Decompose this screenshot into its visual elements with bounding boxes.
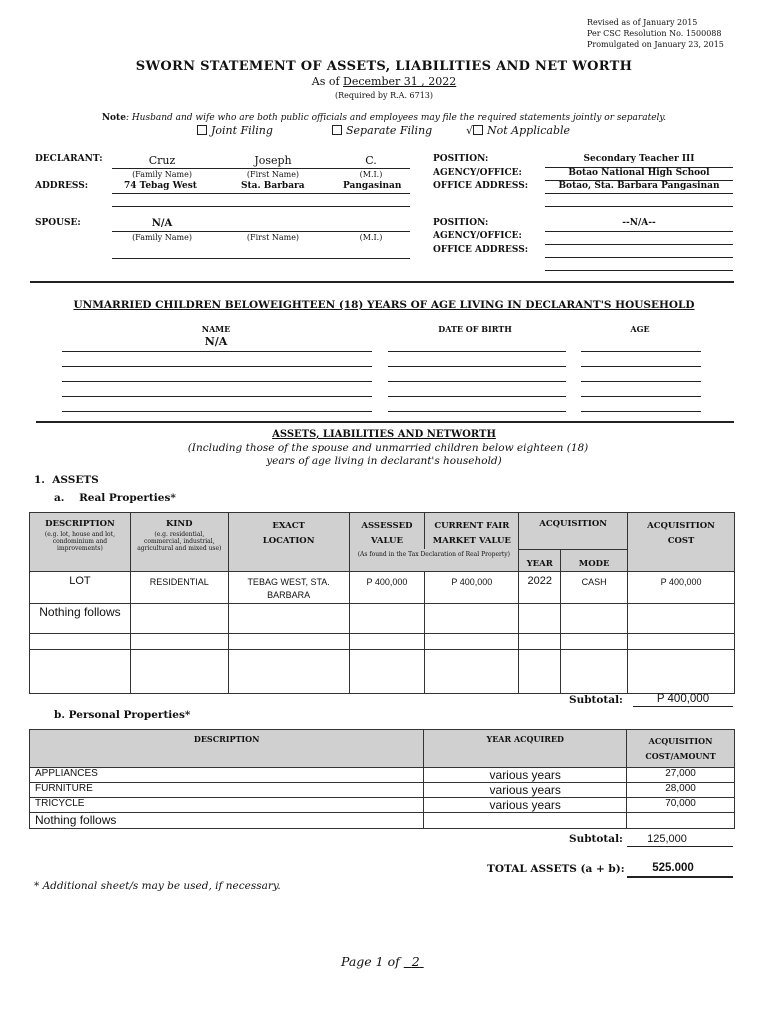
real-header-kind: KIND (e.g. residential, commercial, industrial, agricultural and mixed use): [130, 513, 228, 572]
declarant-mi: C.: [365, 154, 377, 167]
revision-line-2: Per CSC Resolution No. 1500088: [587, 29, 722, 38]
real-header-cost: ACQUISITION COST: [628, 513, 735, 572]
first-name-caption: (First Name): [246, 170, 300, 179]
table-row: [30, 649, 735, 693]
personal-properties-table: [29, 729, 735, 829]
total-assets: 525.000: [652, 862, 694, 874]
as-of-prefix: As of: [311, 75, 340, 88]
real-row-fair-value: P 400,000: [425, 571, 519, 603]
real-properties-heading: a. Real Properties*: [54, 492, 176, 504]
alnw-heading: ASSETS, LIABILITIES AND NETWORTH: [272, 429, 496, 440]
declarant-first-name: Joseph: [254, 154, 292, 167]
revision-note: [587, 17, 724, 50]
real-header-location: EXACT LOCATION: [228, 513, 349, 572]
real-header-description: DESCRIPTION (e.g. lot, house and lot, condominium and improvements): [30, 513, 131, 572]
personal-row-amount: 28,000: [627, 783, 735, 798]
spouse-family-name: N/A: [151, 218, 173, 229]
personal-properties-heading: b. Personal Properties*: [54, 709, 191, 721]
spouse-position: --N/A--: [622, 218, 656, 228]
assets-heading: 1. ASSETS: [34, 474, 99, 486]
table-row: [30, 798, 735, 813]
page-prefix: Page 1 of: [341, 954, 400, 969]
children-col-dob: DATE OF BIRTH: [438, 324, 512, 334]
separate-filing-option[interactable]: Separate Filing: [332, 124, 432, 137]
real-subtotal: P 400,000: [656, 693, 710, 705]
revision-line-3: Promulgated on January 23, 2015: [587, 40, 724, 49]
footnote: * Additional sheet/s may be used, if necessary.: [34, 880, 281, 892]
address-line-3: Pangasinan: [343, 181, 402, 191]
agency-label: AGENCY/OFFICE:: [433, 168, 522, 178]
position-label: POSITION:: [433, 154, 489, 164]
not-applicable-checkbox[interactable]: [473, 125, 483, 135]
personal-nothing-follows: Nothing follows: [30, 813, 424, 829]
page-title: SWORN STATEMENT OF ASSETS, LIABILITIES AND NET WORTH: [135, 59, 633, 74]
real-row-desc: LOT: [30, 571, 131, 603]
note-label: Note: [101, 113, 126, 123]
children-col-age: AGE: [630, 324, 650, 334]
address-label: ADDRESS:: [35, 181, 89, 191]
personal-row-desc: TRICYCLE: [30, 798, 424, 813]
joint-filing-checkbox[interactable]: [197, 125, 207, 135]
address-line-2: Sta. Barbara: [241, 181, 305, 191]
children-heading: UNMARRIED CHILDREN BELOWEIGHTEEN (18) YEARS OF AGE LIVING IN DECLARANT'S HOUSEHOLD: [73, 299, 695, 311]
note: [0, 113, 768, 123]
table-row: [30, 783, 735, 798]
personal-row-year: various years: [424, 783, 627, 798]
alnw-sub-2: years of age living in declarant's household): [266, 455, 502, 467]
real-header-acquisition: ACQUISITION: [519, 513, 628, 550]
declarant-agency: Botao National High School: [568, 168, 710, 178]
real-header-year: YEAR: [519, 549, 561, 571]
personal-row-year: various years: [424, 798, 627, 813]
declarant-position: Secondary Teacher III: [583, 154, 695, 164]
spouse-first-caption: (First Name): [246, 233, 300, 242]
real-row-year: 2022: [519, 571, 561, 603]
declarant-label: DECLARANT:: [35, 154, 103, 164]
real-header-fair-value: CURRENT FAIR MARKET VALUE: [425, 513, 519, 550]
declarant-office-address: Botao, Sta. Barbara Pangasinan: [558, 181, 720, 191]
personal-header-year: YEAR ACQUIRED: [424, 730, 627, 768]
real-header-assessed: ASSESSED VALUE: [349, 513, 425, 550]
total-assets-label: TOTAL ASSETS (a + b):: [487, 863, 625, 875]
joint-filing-option[interactable]: Joint Filing: [197, 124, 273, 137]
note-text: : Husband and wife who are both public officials and employees may file the required statements jointly or separately.: [125, 113, 667, 123]
alnw-sub-1: (Including those of the spouse and unmarried children below eighteen (18): [187, 442, 589, 454]
separate-filing-checkbox[interactable]: [332, 125, 342, 135]
personal-header-description: DESCRIPTION: [30, 730, 424, 768]
spouse-office-address-label: OFFICE ADDRESS:: [433, 245, 529, 255]
table-row: [30, 633, 735, 649]
child-name-1: N/A: [204, 335, 228, 348]
spouse-family-caption: (Family Name): [132, 233, 192, 242]
revision-line-1: Revised as of January 2015: [587, 18, 698, 27]
personal-subtotal-label: Subtotal:: [569, 833, 623, 845]
spouse-position-label: POSITION:: [433, 218, 489, 228]
real-properties-table: [29, 512, 735, 694]
real-row-assessed: P 400,000: [349, 571, 425, 603]
real-row-mode: CASH: [561, 571, 628, 603]
real-header-value-note: (As found in the Tax Declaration of Real Property): [349, 549, 519, 571]
not-applicable-option[interactable]: √ Not Applicable: [466, 124, 571, 137]
table-row: [30, 571, 735, 603]
as-of-line: [0, 75, 768, 88]
personal-row-amount: 70,000: [627, 798, 735, 813]
check-mark-icon: √: [466, 124, 474, 137]
real-row-kind: RESIDENTIAL: [130, 571, 228, 603]
spouse-mi-caption: (M.I.): [359, 233, 383, 242]
personal-row-year: various years: [424, 768, 627, 783]
real-subtotal-label: Subtotal:: [569, 694, 623, 706]
personal-row-amount: 27,000: [627, 768, 735, 783]
required-by: (Required by R.A. 6713): [334, 91, 434, 100]
table-row: [30, 768, 735, 783]
declarant-family-name: Cruz: [148, 154, 176, 167]
personal-header-cost: ACQUISITION COST/AMOUNT: [627, 730, 735, 768]
page-number: [341, 954, 424, 969]
real-row-location: TEBAG WEST, STA. BARBARA: [228, 571, 349, 603]
mi-caption: (M.I.): [359, 170, 383, 179]
personal-row-desc: APPLIANCES: [30, 768, 424, 783]
address-line-1: 74 Tebag West: [124, 181, 197, 191]
table-row: [30, 813, 735, 829]
spouse-label: SPOUSE:: [35, 218, 81, 228]
real-header-mode: MODE: [561, 549, 628, 571]
page-total: 2: [411, 954, 420, 969]
real-nothing-follows: Nothing follows: [30, 603, 131, 633]
personal-row-desc: FURNITURE: [30, 783, 424, 798]
office-address-label: OFFICE ADDRESS:: [433, 181, 529, 191]
family-name-caption: (Family Name): [132, 170, 192, 179]
personal-subtotal: 125,000: [647, 833, 687, 845]
real-row-cost: P 400,000: [628, 571, 735, 603]
as-of-date: December 31 , 2022: [343, 75, 457, 88]
children-col-name: NAME: [201, 324, 231, 334]
table-row: [30, 603, 735, 633]
spouse-agency-label: AGENCY/OFFICE:: [433, 231, 522, 241]
